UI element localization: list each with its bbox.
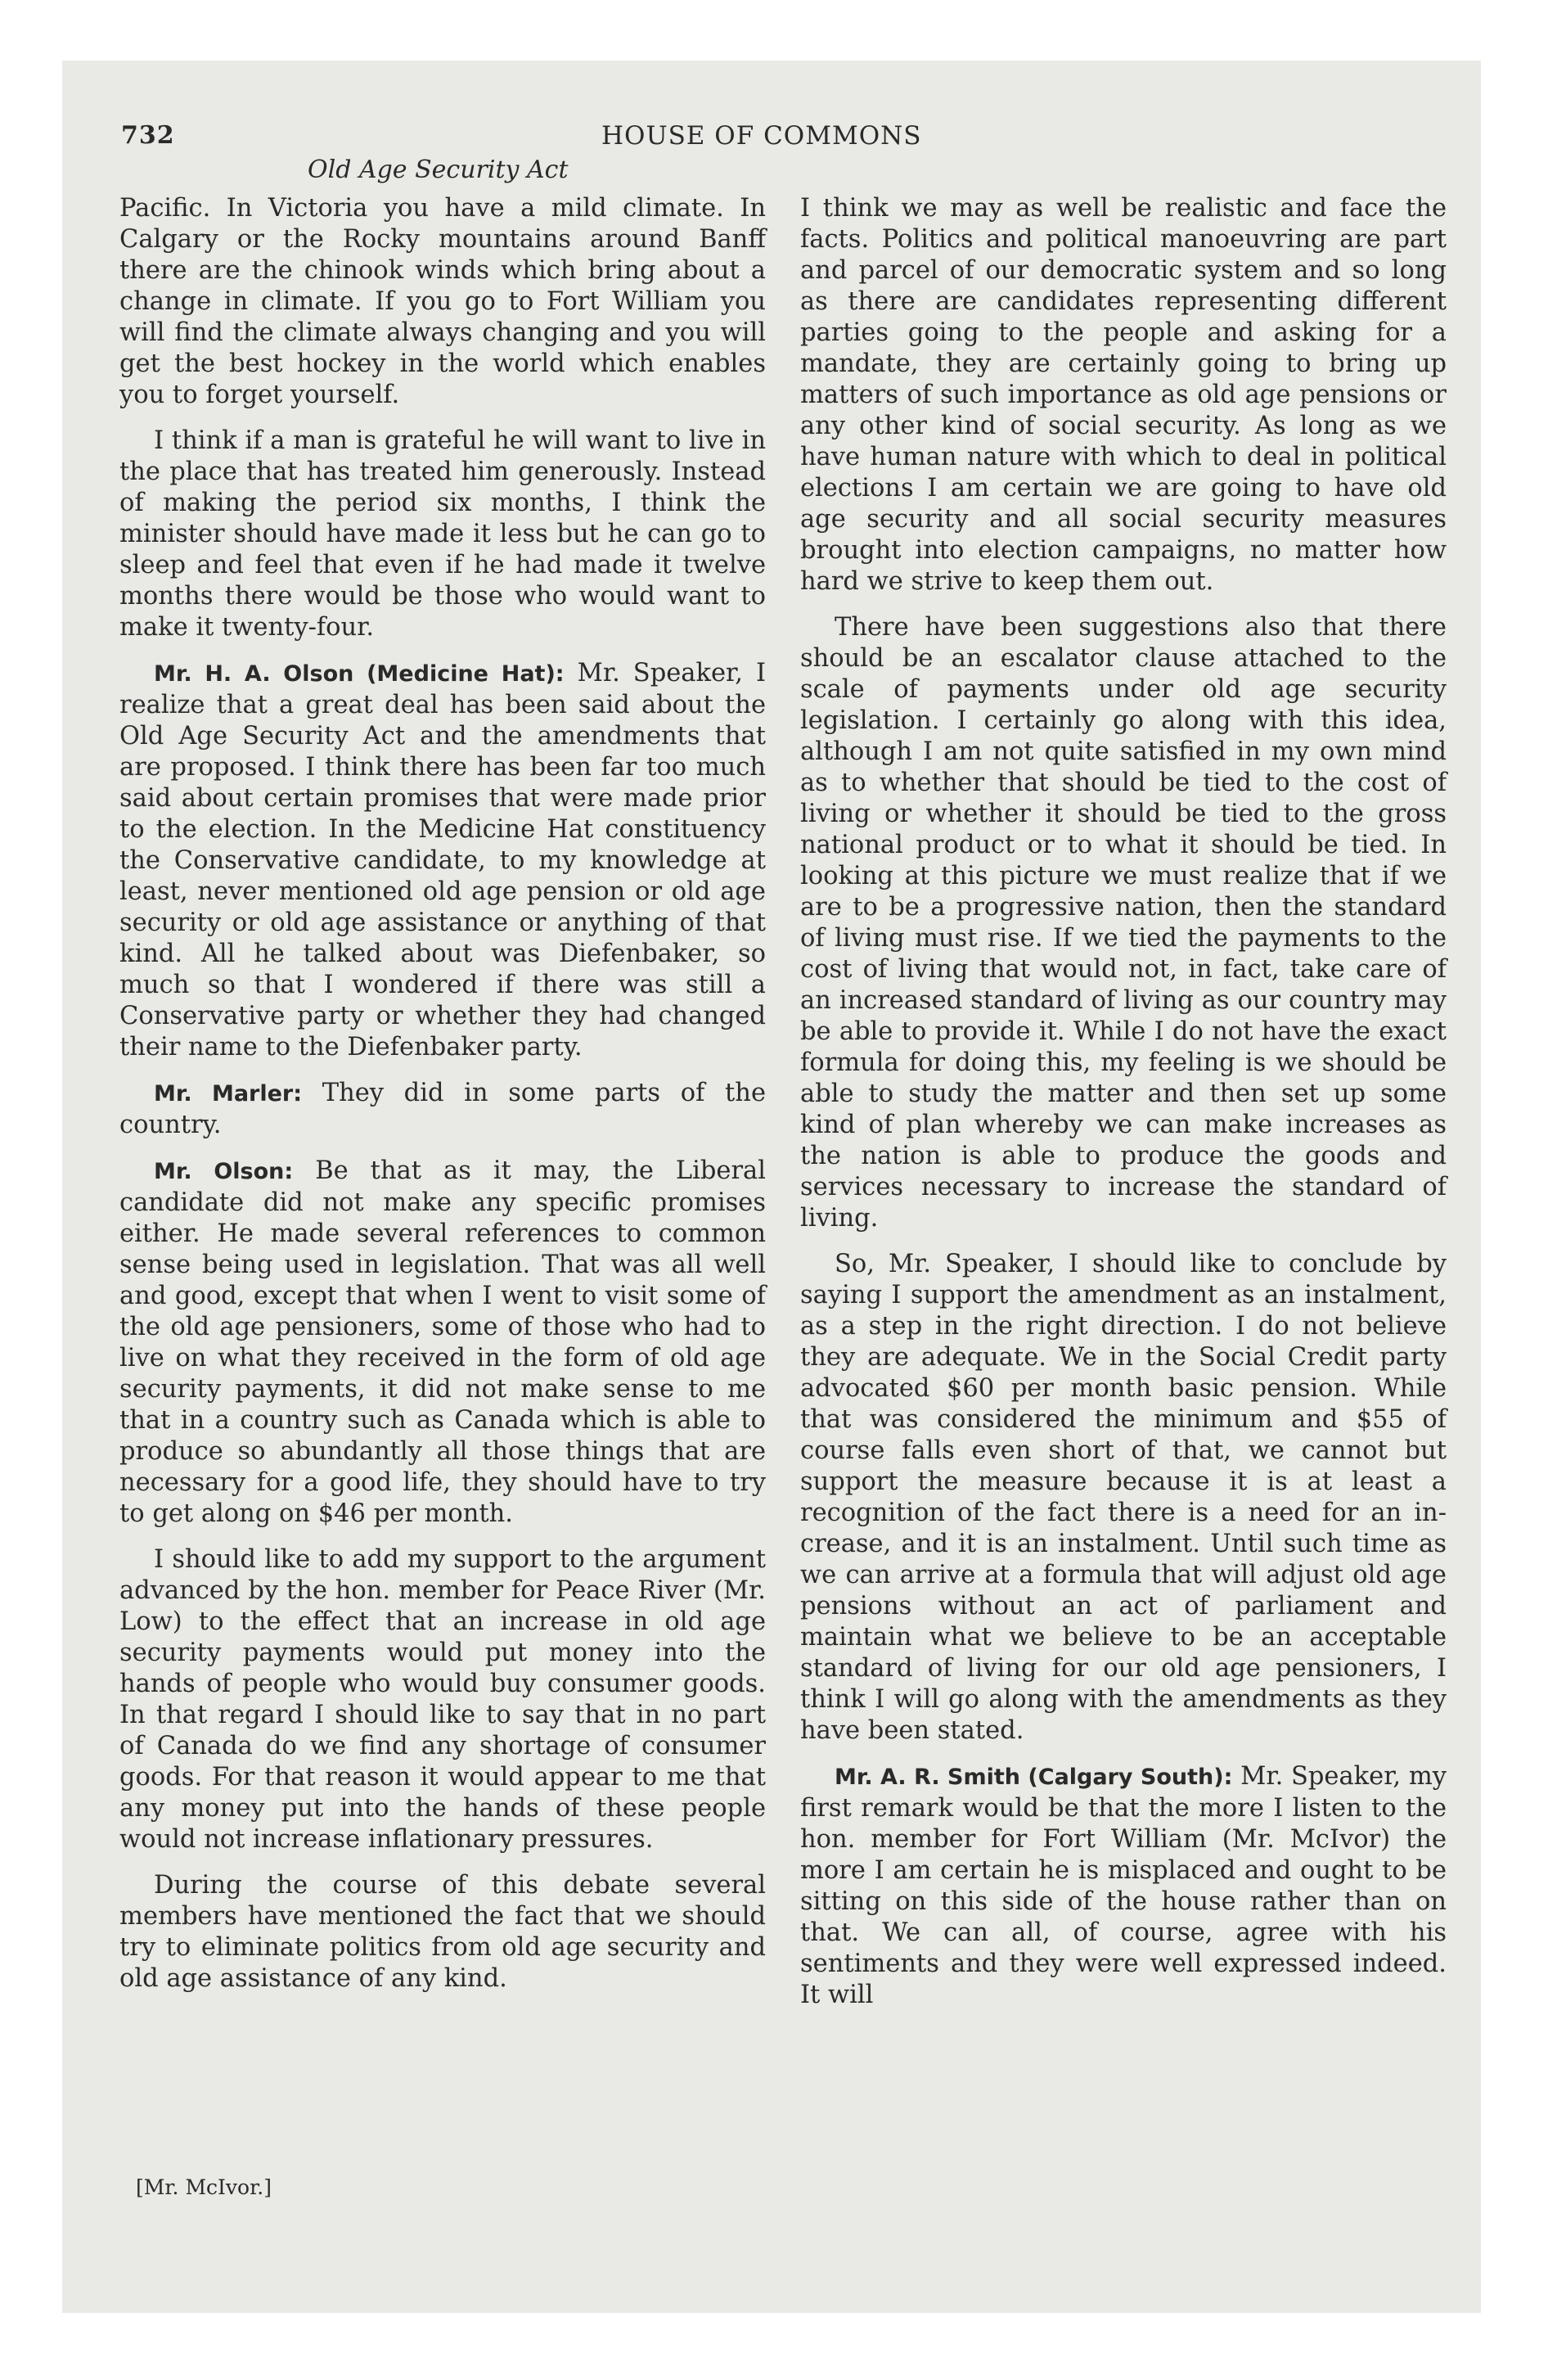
paragraph: There have been suggestions also that there should be an escalator clause attached to the scale of payments under old age security legislation. I certainly go along with this idea, although I am not quite satisfied in my own mind as to whether that should be tied to the cost of living or whether it should be tied to the gross national product or to what it should be tied. In looking at this picture we must realize that if we are to be a progressive nation, then the standard of living must rise. If we tied the payments to the cost of living that would not, in fact, take care of an increased standard of living as our country may be able to provide it. While I do not have the exact formula for doing this, my feeling is we should be able to study the matter and then set up some kind of plan whereby we can make increases as the nation is able to produce the goods and services necessary to increase the standard of living. [800,613,1447,1233]
paragraph: So, Mr. Speaker, I should like to conclude by saying I support the amendment as an instalment, as a step in the right direction. I do not believe they are adequate. We in the Social Credit party advocated $60 per month basic pension. While that was considered the minimum and $55 of course falls even short of that, we cannot but support the measure because it is at least a recognition of the fact there is a need for an increase, and it is an instalment. Until such time as we can arrive at a formula that will adjust old age pensions without an act of parliament and maintain what we believe to be an acceptable standard of living for our old age pensioners, I think I will go along with the amendments as they have been stated. [800,1250,1447,1745]
speaker-name: Mr. H. A. Olson (Medicine Hat): [154,661,565,687]
paragraph: I should like to add my support to the argument advanced by the hon. member for Peace River (Mr. Low) to the effect that an increase in old age security payments would put money into the hands of people who would buy consumer goods. In that regard I should like to say that in no part of Canada do we find any shortage of consumer goods. For that reason it would appear to me that any money put into the hands of these people would not increase inflationary pressures. [119,1545,766,1854]
speech-text: Mr. Speaker, I realize that a great deal has been said about the Old Age Security Act and the amendments that are proposed. I think there has been far too much said about certain promises that were made prior to the election. In the Medicine Hat constituency the Conservative candidate, to my knowledge at least, never mentioned old age pension or old age security or old age assistance or anything of that kind. All he talked about was Diefenbaker, so much so that I wondered if there was still a Conservative party or whether they had changed their name to the Diefenbaker party. [119,659,766,1062]
speech-paragraph [119,1078,766,1141]
speech-paragraph [800,1761,1447,2011]
speaker-name: Mr. A. R. Smith (Calgary South): [835,1765,1233,1790]
speech-paragraph [119,1156,766,1530]
paragraph: I think we may as well be realistic and face the facts. Politics and political manoeuvring are part and parcel of our democratic system and so long as there are candidates representing different parties going to the people and asking for a mandate, they are certainly going to bring up matters of such importance as old age pensions or any other kind of social security. As long as we have human nature with which to deal in political elections I am certain we are going to have old age security and all social security measures brought into election campaigns, no matter how hard we strive to keep them out. [800,194,1447,596]
left-column [119,193,766,2009]
running-head: HOUSE OF COMMONS [601,121,922,151]
footer-speaker-note: [Mr. McIvor.] [136,2175,272,2199]
subject-heading: Old Age Security Act [308,156,569,184]
speech-text: Mr. Speaker, my first remark would be that the more I listen to the hon. member for Fort William (Mr. McIvor) the more I am certain he is misplaced and ought to be sitting on this side of the house rather than on that. We can all, of course, agree with his sentiments and they were well expressed indeed. It will [800,1762,1447,2009]
speaker-name: Mr. Olson: [154,1159,294,1184]
paragraph: During the course of this debate several members have mentioned the fact that we should try to eliminate politics from old age security and old age assistance of any kind. [119,1871,766,1993]
speech-paragraph [119,658,766,1063]
page-number: 732 [121,121,175,150]
paragraph: Pacific. In Victoria you have a mild climate. In Calgary or the Rocky mountains around Banff there are the chinook winds which bring about a change in climate. If you go to Fort William you will find the climate always changing and you will get the best hockey in the world which enables you to forget yourself. [119,194,766,409]
speech-text: Be that as it may, the Liberal candidate did not make any specific promises either. He made several references to common sense being used in legislation. That was all well and good, except that when I went to visit some of the old age pensioners, some of those who had to live on what they received in the form of old age security payments, it did not make sense to me that in a country such as Canada which is able to produce so abundantly all those things that are necessary for a good life, they should have to try to get along on $46 per month. [119,1156,767,1528]
speaker-name: Mr. Marler: [154,1081,303,1107]
paragraph: I think if a man is grateful he will want to live in the place that has treated him generously. Instead of making the period six months, I think the minister should have made it less but he can go to sleep and feel that even if he had made it twelve months there would be those who would want to make it twenty-four. [119,426,766,642]
speech-text: They did in some parts of the country. [119,1079,767,1139]
right-column [800,193,1447,2026]
